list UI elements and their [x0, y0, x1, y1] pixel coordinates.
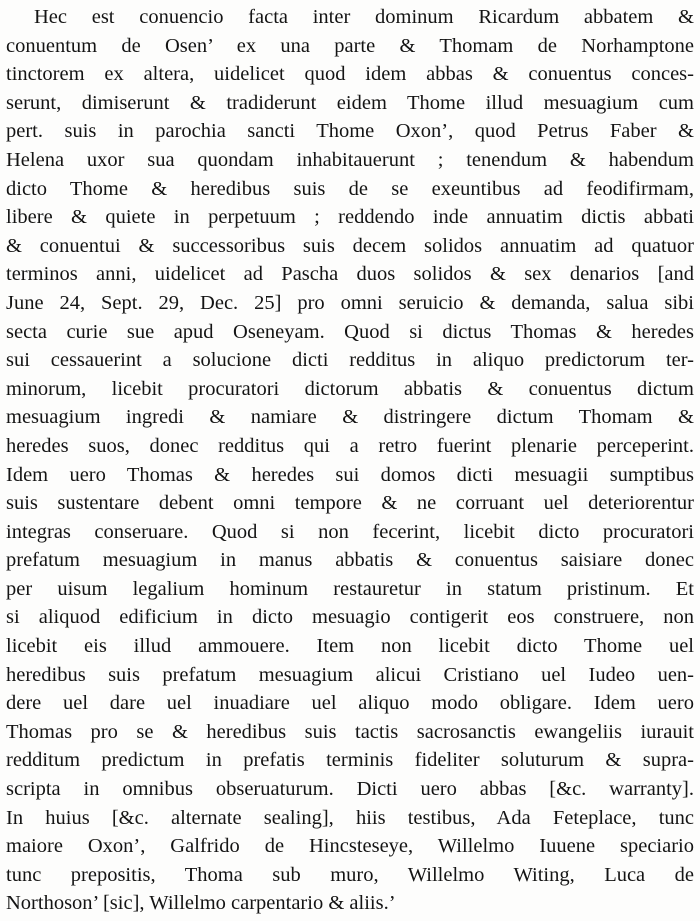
text-line: licebit eis illud ammouere. Item non licebit dicto Thome uel	[6, 635, 694, 658]
text-line: suis sustentare debent omni tempore & ne corruant uel deteriorentur	[6, 492, 694, 515]
text-line: In huius [&c. alternate sealing], hiis testibus, Ada Feteplace, tunc	[6, 806, 694, 829]
text-line: conuentum de Osen’ ex una parte & Thomam de Norhamptone	[6, 34, 694, 57]
text-line: dicto Thome & heredibus suis de se exeuntibus ad feodifirmam,	[6, 177, 694, 200]
text-line: maiore Oxon’, Galfrido de Hincsteseye, Willelmo Iuuene speciario	[6, 835, 694, 858]
text-line: per uisum legalium hominum restauretur in statum pristinum. Et	[6, 577, 694, 600]
text-line: heredes suos, donec redditus qui a retro fuerint plenarie perceperint.	[6, 434, 694, 457]
text-line: dere uel dare uel inuadiare uel aliquo modo obligare. Idem uero	[6, 692, 694, 715]
text-line: Northoson’ [sic], Willelmo carpentario & aliis.’	[6, 892, 396, 915]
text-line: integras conseruare. Quod si non fecerint, licebit dicto procuratori	[6, 520, 694, 543]
text-line: mesuagium ingredi & namiare & distringere dictum Thomam &	[6, 406, 694, 429]
text-line: scripta in omnibus obseruaturum. Dicti uero abbas [&c. warranty].	[6, 778, 694, 801]
text-line: prefatum mesuagium in manus abbatis & conuentus saisiare donec	[6, 549, 694, 572]
text-line: pert. suis in parochia sancti Thome Oxon’, quod Petrus Faber &	[6, 120, 694, 143]
text-line: Idem uero Thomas & heredes sui domos dicti mesuagii sumptibus	[6, 463, 694, 486]
text-line: tunc prepositis, Thoma sub muro, Willelmo Witing, Luca de	[6, 863, 694, 886]
text-line: si aliquod edificium in dicto mesuagio contigerit eos construere, non	[6, 606, 694, 629]
text-line: heredibus suis prefatum mesuagium alicui Cristiano uel Iudeo uen-	[6, 663, 694, 686]
text-line: serunt, dimiserunt & tradiderunt eidem Thome illud mesuagium cum	[6, 91, 694, 114]
text-line: Helena uxor sua quondam inhabitauerunt ; tenendum & habendum	[6, 148, 694, 171]
text-line: libere & quiete in perpetuum ; reddendo inde annuatim dictis abbati	[6, 206, 694, 229]
text-line: minorum, licebit procuratori dictorum abbatis & conuentus dictum	[6, 377, 694, 400]
text-line: Hec est conuencio facta inter dominum Ricardum abbatem &	[34, 6, 694, 28]
charter-text	[6, 3, 694, 918]
text-line: secta curie sue apud Oseneyam. Quod si dictus Thomas & heredes	[6, 320, 694, 343]
text-line: Thomas pro se & heredibus suis tactis sacrosanctis ewangeliis iurauit	[6, 720, 694, 743]
text-line: tinctorem ex altera, uidelicet quod idem abbas & conuentus conces-	[6, 63, 694, 86]
text-line: sui cessauerint a solucione dicti redditus in aliquo predictorum ter-	[6, 349, 694, 372]
text-line: & conuentui & successoribus suis decem solidos annuatim ad quatuor	[6, 234, 694, 257]
text-line: redditum predictum in prefatis terminis fideliter soluturum & supra-	[6, 749, 694, 772]
text-line: terminos anni, uidelicet ad Pascha duos solidos & sex denarios [and	[6, 263, 694, 286]
text-line: June 24, Sept. 29, Dec. 25] pro omni seruicio & demanda, salua sibi	[6, 291, 694, 314]
